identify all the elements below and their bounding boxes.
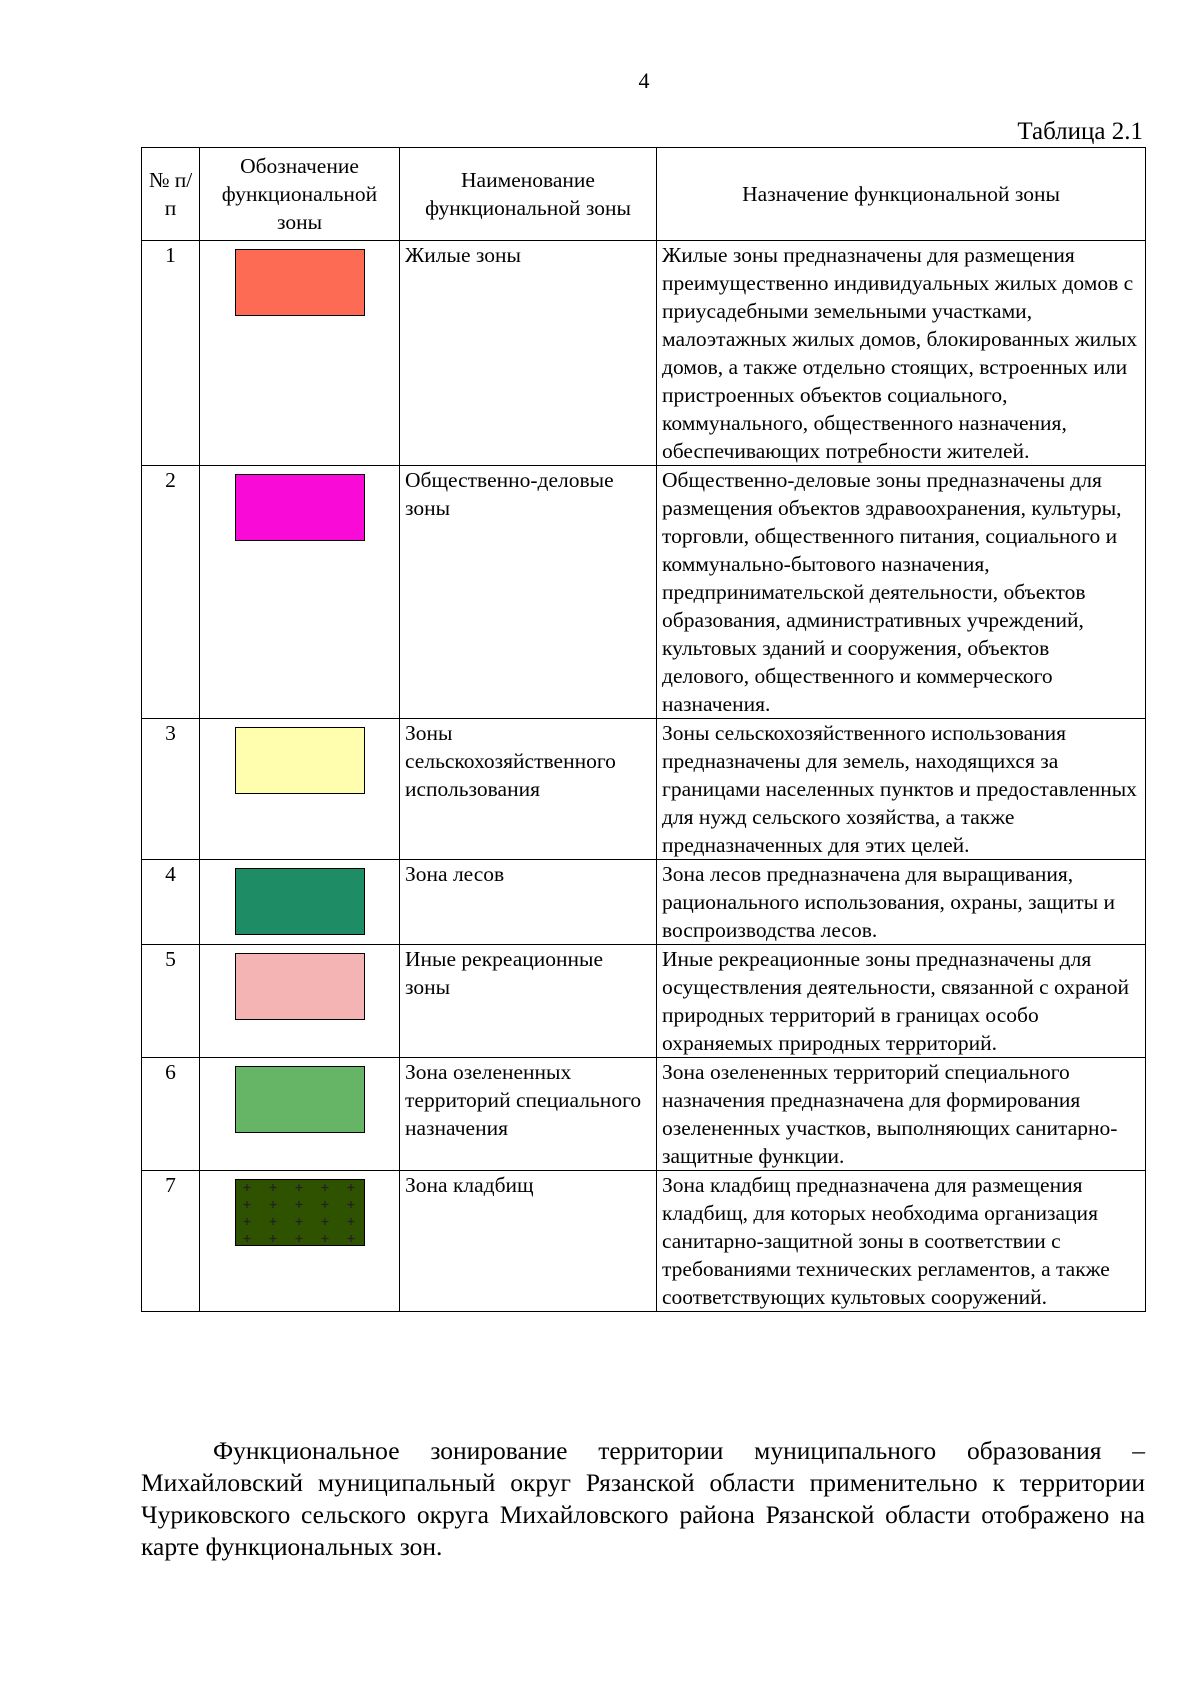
zone-name: Зона лесов [400, 860, 657, 945]
zone-color-swatch [235, 868, 365, 935]
zone-swatch-cell [200, 1171, 400, 1312]
zone-purpose: Зона озелененных территорий специального назначения предназначена для формирования озелененных участков, выполняющих санитарно-защитные функции. [657, 1058, 1146, 1171]
zone-name: Иные рекреационные зоны [400, 945, 657, 1058]
header-designation: Обозначение функциональной зоны [200, 148, 400, 241]
table-caption: Таблица 2.1 [1017, 118, 1143, 145]
zone-swatch-cell [200, 466, 400, 719]
body-paragraph: Функциональное зонирование территории муниципального образования – Михайловский муниципальный округ Рязанской области применительно к территории Чуриковского сельского округа Михайловского района Рязанской области отображено на карте функциональных зон. [141, 1435, 1145, 1561]
zone-color-swatch [235, 249, 365, 316]
table-row [142, 860, 1146, 945]
zone-swatch-cell [200, 719, 400, 860]
row-number: 4 [142, 860, 200, 945]
zone-name: Жилые зоны [400, 241, 657, 466]
row-number: 7 [142, 1171, 200, 1312]
zone-purpose: Общественно-деловые зоны предназначены для размещения объектов здравоохранения, культуры, торговли, общественного питания, социального и коммунально-бытового назначения, предпринимательской деятельности, объектов образования, административных учреждений, культовых зданий и сооружения, объектов делового, общественного и коммерческого назначения. [657, 466, 1146, 719]
table-header-row [142, 148, 1146, 241]
page-number: 4 [638, 68, 650, 93]
table-row [142, 1171, 1146, 1312]
header-zone-name: Наименование функциональной зоны [400, 148, 657, 241]
table-row [142, 241, 1146, 466]
zone-swatch-cell [200, 945, 400, 1058]
row-number: 3 [142, 719, 200, 860]
row-number: 5 [142, 945, 200, 1058]
table-row [142, 466, 1146, 719]
zone-color-swatch [235, 474, 365, 541]
zone-color-swatch [235, 1066, 365, 1133]
zone-name: Общественно-деловые зоны [400, 466, 657, 719]
zone-color-swatch [235, 1179, 365, 1246]
zone-swatch-cell [200, 241, 400, 466]
zone-purpose: Зона кладбищ предназначена для размещения кладбищ, для которых необходима организация санитарно-защитной зоны в соответствии с требованиями технических регламентов, а также соответствующих культовых сооружений. [657, 1171, 1146, 1312]
zone-purpose: Жилые зоны предназначены для размещения преимущественно индивидуальных жилых домов с приусадебными земельными участками, малоэтажных жилых домов, блокированных жилых домов, а также отдельно стоящих, встроенных или пристроенных объектов социального, коммунального, общественного назначения, обеспечивающих потребности жителей. [657, 241, 1146, 466]
zone-name: Зона озелененных территорий специального назначения [400, 1058, 657, 1171]
row-number: 1 [142, 241, 200, 466]
header-zone-purpose: Назначение функциональной зоны [657, 148, 1146, 241]
zone-purpose: Иные рекреационные зоны предназначены для осуществления деятельности, связанной с охраной природных территорий в границах особо охраняемых природных территорий. [657, 945, 1146, 1058]
functional-zones-table [141, 147, 1146, 1312]
zone-swatch-cell [200, 860, 400, 945]
table-row [142, 1058, 1146, 1171]
zone-name: Зона кладбищ [400, 1171, 657, 1312]
row-number: 6 [142, 1058, 200, 1171]
row-number: 2 [142, 466, 200, 719]
header-number: № п/п [142, 148, 200, 241]
table-row [142, 945, 1146, 1058]
zone-swatch-cell [200, 1058, 400, 1171]
zone-purpose: Зона лесов предназначена для выращивания, рационального использования, охраны, защиты и воспроизводства лесов. [657, 860, 1146, 945]
zone-color-swatch [235, 953, 365, 1020]
zone-color-swatch [235, 727, 365, 794]
zone-name: Зоны сельскохозяйственного использования [400, 719, 657, 860]
table-row [142, 719, 1146, 860]
zone-purpose: Зоны сельскохозяйственного использования предназначены для земель, находящихся за границами населенных пунктов и предоставленных для нужд сельского хозяйства, а также предназначенных для этих целей. [657, 719, 1146, 860]
